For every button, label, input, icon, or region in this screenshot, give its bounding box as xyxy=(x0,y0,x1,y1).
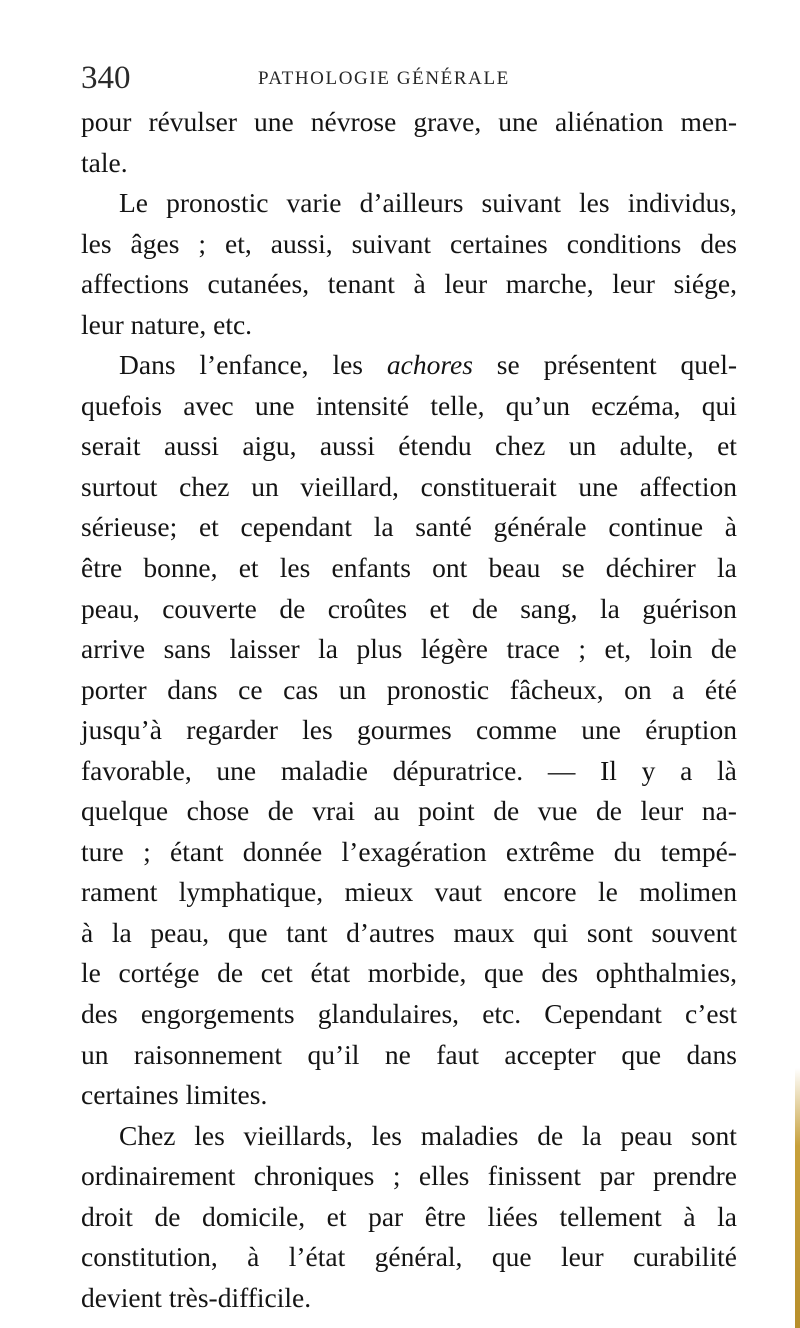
word: avec xyxy=(183,389,234,421)
word: général, xyxy=(374,1241,463,1273)
text-line xyxy=(81,913,737,954)
word: constituerait xyxy=(420,470,557,502)
word: à xyxy=(683,1200,696,1232)
word: comme xyxy=(476,714,557,746)
word: maladies xyxy=(420,1119,519,1151)
word: santé xyxy=(415,511,472,543)
word: cas xyxy=(283,673,319,705)
word: bonne, xyxy=(143,552,218,584)
word: trace xyxy=(506,633,560,665)
word: peau, xyxy=(150,916,210,948)
text-line xyxy=(81,953,737,994)
word: suivant xyxy=(481,187,561,219)
word: cortége xyxy=(118,957,200,989)
text-line xyxy=(81,629,737,670)
word: finissent xyxy=(487,1160,581,1192)
word: varie xyxy=(286,187,342,219)
word: une xyxy=(216,754,257,786)
word: faut xyxy=(436,1038,479,1070)
word: aussi xyxy=(163,430,219,462)
word: a xyxy=(672,673,685,705)
word: de xyxy=(279,592,306,624)
word: les xyxy=(194,1119,225,1151)
word: individus, xyxy=(627,187,737,219)
word: âges xyxy=(130,227,180,259)
word: qu’il xyxy=(307,1038,360,1070)
word: vue xyxy=(537,795,578,827)
word: les xyxy=(81,227,112,259)
word: fâcheux, xyxy=(509,673,604,705)
word: et xyxy=(198,511,219,543)
word: nature, xyxy=(130,308,214,340)
word: tellement xyxy=(559,1200,662,1232)
word: souvent xyxy=(651,916,737,948)
page-number: 340 xyxy=(81,60,131,96)
word: générale xyxy=(493,511,587,543)
word: sang, xyxy=(520,592,578,624)
word: rament xyxy=(81,876,158,908)
word: aliénation xyxy=(555,106,664,137)
word: point xyxy=(418,795,475,827)
word: arrive xyxy=(81,633,146,665)
word: à xyxy=(724,511,737,543)
word: ne xyxy=(384,1038,411,1070)
word: leur xyxy=(640,795,684,827)
word: de xyxy=(471,592,498,624)
word: aussi, xyxy=(270,227,333,259)
text-line xyxy=(81,345,737,386)
word: sont xyxy=(586,916,633,948)
word: les xyxy=(371,1119,403,1151)
text-line xyxy=(81,183,737,224)
word: sont xyxy=(691,1119,737,1151)
text-line xyxy=(81,1116,737,1157)
word: par xyxy=(368,1200,404,1232)
word: l’état xyxy=(288,1241,346,1273)
word: un xyxy=(568,430,597,462)
word: on xyxy=(624,673,652,705)
text-line xyxy=(81,1075,737,1116)
word: se xyxy=(561,552,585,584)
word: les xyxy=(302,714,333,746)
word: être xyxy=(81,552,123,584)
running-title: PATHOLOGIE GÉNÉRALE xyxy=(258,68,510,89)
text-line xyxy=(81,710,737,751)
word: être xyxy=(424,1200,466,1232)
word: une xyxy=(254,389,295,421)
word: encore xyxy=(503,876,577,908)
word: Il xyxy=(600,754,617,786)
word: y xyxy=(641,754,656,786)
word: chroniques xyxy=(253,1160,375,1192)
word: suivant xyxy=(351,227,432,259)
word: eczéma, xyxy=(591,389,681,421)
word: un xyxy=(338,673,367,705)
word: engorgements xyxy=(140,998,295,1030)
word: enfants xyxy=(331,552,411,584)
word: ; xyxy=(578,633,586,665)
word: l’exagération xyxy=(341,835,487,867)
text-line xyxy=(81,224,737,265)
word: tempé- xyxy=(660,835,737,867)
word: couverte xyxy=(162,592,257,624)
word: cependant xyxy=(240,511,352,543)
word: la xyxy=(111,916,132,948)
word: et, xyxy=(604,633,632,665)
word: de xyxy=(595,795,622,827)
word: par xyxy=(599,1160,635,1192)
word: présentent xyxy=(543,349,657,381)
word: dépuratrice. xyxy=(392,754,524,786)
word: de xyxy=(267,795,294,827)
word: raisonnement xyxy=(133,1038,283,1070)
word: et xyxy=(238,552,259,584)
word: et xyxy=(717,430,737,462)
word: de xyxy=(710,633,737,665)
word: vrai xyxy=(312,795,356,827)
word: des xyxy=(700,227,737,259)
word: dans xyxy=(686,1038,737,1070)
word: ; xyxy=(143,835,151,867)
word: ture xyxy=(81,835,124,867)
word: la xyxy=(717,552,737,584)
word: peau, xyxy=(81,592,140,624)
word: ce xyxy=(238,673,263,705)
word: regarder xyxy=(186,714,278,746)
text-line xyxy=(81,467,737,508)
word: éruption xyxy=(645,714,737,746)
word: droit xyxy=(81,1200,133,1232)
word: certaines xyxy=(450,227,548,259)
word: pronostic xyxy=(386,673,490,705)
word: accepter xyxy=(504,1038,596,1070)
word: cet xyxy=(260,957,293,989)
word: ; xyxy=(392,1160,401,1192)
word: le xyxy=(81,957,101,989)
word: peau xyxy=(620,1119,673,1151)
word: affections xyxy=(81,268,189,300)
word: intensité xyxy=(315,389,410,421)
word: au xyxy=(373,795,400,827)
text-line xyxy=(81,751,737,792)
text-line xyxy=(81,386,737,427)
word: étendu xyxy=(398,430,472,462)
word: une xyxy=(498,106,538,137)
word: déchirer xyxy=(605,552,696,584)
text-line xyxy=(81,548,737,589)
word: légère xyxy=(420,633,488,665)
word: loin xyxy=(649,633,693,665)
word: limites. xyxy=(185,1079,268,1111)
word: porter xyxy=(81,673,147,705)
word: la xyxy=(717,1200,737,1232)
word: le xyxy=(597,876,618,908)
word: la xyxy=(599,592,620,624)
word: les xyxy=(579,187,610,219)
word: maux xyxy=(453,916,515,948)
word: d’autres xyxy=(346,916,435,948)
word: cutanées, xyxy=(207,268,310,300)
text-line xyxy=(81,507,737,548)
word: état xyxy=(310,957,351,989)
word: achores xyxy=(386,349,473,381)
word: ophthalmies, xyxy=(595,957,737,989)
word: que xyxy=(621,1038,662,1070)
word: chose xyxy=(186,795,250,827)
word: quelque xyxy=(81,795,169,827)
word: sans xyxy=(163,633,211,665)
word: constitution, xyxy=(81,1241,218,1273)
page-header xyxy=(81,58,741,98)
word: favorable, xyxy=(81,754,192,786)
word: la xyxy=(581,1119,602,1151)
word: tant xyxy=(286,916,328,948)
word: affection xyxy=(639,470,737,502)
word: continue xyxy=(608,511,704,543)
word: men- xyxy=(680,106,737,137)
word: siége, xyxy=(673,268,737,300)
word: une xyxy=(578,470,619,502)
word: très-difficile. xyxy=(168,1281,312,1313)
word: surtout xyxy=(81,470,158,502)
word: qui xyxy=(533,916,569,948)
word: que xyxy=(227,916,268,948)
word: pour xyxy=(81,106,132,137)
word: dans xyxy=(167,673,218,705)
word: liées xyxy=(487,1200,538,1232)
word: névrose xyxy=(310,106,397,137)
word: quel- xyxy=(680,349,737,381)
text-line xyxy=(81,305,737,346)
word: étant xyxy=(170,835,224,867)
word: sérieuse; xyxy=(81,511,178,543)
word: Chez xyxy=(119,1119,176,1151)
word: la xyxy=(318,633,339,665)
word: molimen xyxy=(639,876,737,908)
word: et xyxy=(429,592,450,624)
word: plus xyxy=(356,633,403,665)
word: devient xyxy=(81,1281,169,1313)
text-line xyxy=(81,1237,737,1278)
word: na- xyxy=(701,795,737,827)
text-line xyxy=(81,791,737,832)
word: etc. xyxy=(482,998,522,1030)
word: Dans xyxy=(119,349,176,381)
word: leur xyxy=(444,268,488,300)
word: un xyxy=(81,1038,109,1070)
body-text xyxy=(81,102,737,1318)
word: leur xyxy=(612,268,655,300)
word: donnée xyxy=(242,835,323,867)
page-edge-mark xyxy=(795,1068,800,1328)
word: guérison xyxy=(642,592,737,624)
word: pronostic xyxy=(166,187,269,219)
word: de xyxy=(154,1200,181,1232)
word: les xyxy=(332,349,363,381)
word: se xyxy=(496,349,520,381)
word: glandulaires, xyxy=(317,998,460,1030)
text-line xyxy=(81,102,737,143)
word: de xyxy=(493,795,520,827)
word: ont xyxy=(432,552,468,584)
text-line xyxy=(81,426,737,467)
word: morbide, xyxy=(367,957,467,989)
word: quefois xyxy=(81,389,162,421)
word: à xyxy=(413,268,426,300)
word: — xyxy=(547,754,576,786)
word: tenant xyxy=(327,268,395,300)
word: là xyxy=(717,754,737,786)
word: de xyxy=(217,957,244,989)
word: c’est xyxy=(685,998,737,1030)
word: elles xyxy=(418,1160,470,1192)
word: une xyxy=(581,714,621,746)
word: marche, xyxy=(505,268,594,300)
text-line xyxy=(81,1278,737,1319)
word: et xyxy=(326,1200,347,1232)
text-line xyxy=(81,589,737,630)
word: jusqu’à xyxy=(81,714,162,746)
word: qui xyxy=(701,389,737,421)
word: leur xyxy=(81,308,131,340)
word: leur xyxy=(560,1241,604,1273)
word: gourmes xyxy=(357,714,452,746)
word: extrême xyxy=(505,835,595,867)
text-line xyxy=(81,1035,737,1076)
word: un xyxy=(251,470,279,502)
text-line xyxy=(81,872,737,913)
word: beau xyxy=(488,552,541,584)
word: etc. xyxy=(213,308,253,340)
word: vieillards, xyxy=(243,1119,353,1151)
word: mieux xyxy=(344,876,414,908)
word: du xyxy=(613,835,642,867)
word: à xyxy=(81,916,94,948)
word: domicile, xyxy=(202,1200,306,1232)
word: serait xyxy=(81,430,141,462)
text-line xyxy=(81,832,737,873)
word: à xyxy=(247,1241,260,1273)
word: de xyxy=(537,1119,564,1151)
word: des xyxy=(541,957,579,989)
word: tale. xyxy=(81,146,128,178)
word: chez xyxy=(494,430,546,462)
word: Le xyxy=(119,187,149,219)
text-line xyxy=(81,670,737,711)
word: aigu, xyxy=(242,430,297,462)
word: que xyxy=(491,1241,532,1273)
word: prendre xyxy=(653,1160,737,1192)
word: ; xyxy=(198,227,207,259)
word: qu’un xyxy=(505,389,570,421)
word: Cependant xyxy=(544,998,662,1030)
word: révulser xyxy=(148,106,238,137)
word: une xyxy=(254,106,294,137)
word: vieillard, xyxy=(300,470,399,502)
text-line xyxy=(81,1156,737,1197)
word: que xyxy=(483,957,524,989)
word: telle, xyxy=(430,389,485,421)
word: ordinairement xyxy=(81,1160,236,1192)
word: adulte, xyxy=(619,430,694,462)
word: les xyxy=(279,552,311,584)
word: certaines xyxy=(81,1079,186,1111)
word: l’enfance, xyxy=(199,349,309,381)
word: laisser xyxy=(229,633,300,665)
word: lymphatique, xyxy=(178,876,324,908)
word: curabilité xyxy=(633,1241,737,1273)
word: été xyxy=(704,673,737,705)
text-line xyxy=(81,264,737,305)
word: et, xyxy=(225,227,252,259)
word: maladie xyxy=(280,754,368,786)
word: a xyxy=(680,754,693,786)
word: aussi xyxy=(319,430,375,462)
text-line xyxy=(81,1197,737,1238)
word: conditions xyxy=(566,227,682,259)
word: chez xyxy=(179,470,230,502)
text-line xyxy=(81,994,737,1035)
word: grave, xyxy=(413,106,482,137)
word: d’ailleurs xyxy=(359,187,464,219)
word: la xyxy=(373,511,394,543)
word: croûtes xyxy=(327,592,408,624)
word: vaut xyxy=(434,876,482,908)
word: des xyxy=(81,998,118,1030)
text-line xyxy=(81,143,737,184)
